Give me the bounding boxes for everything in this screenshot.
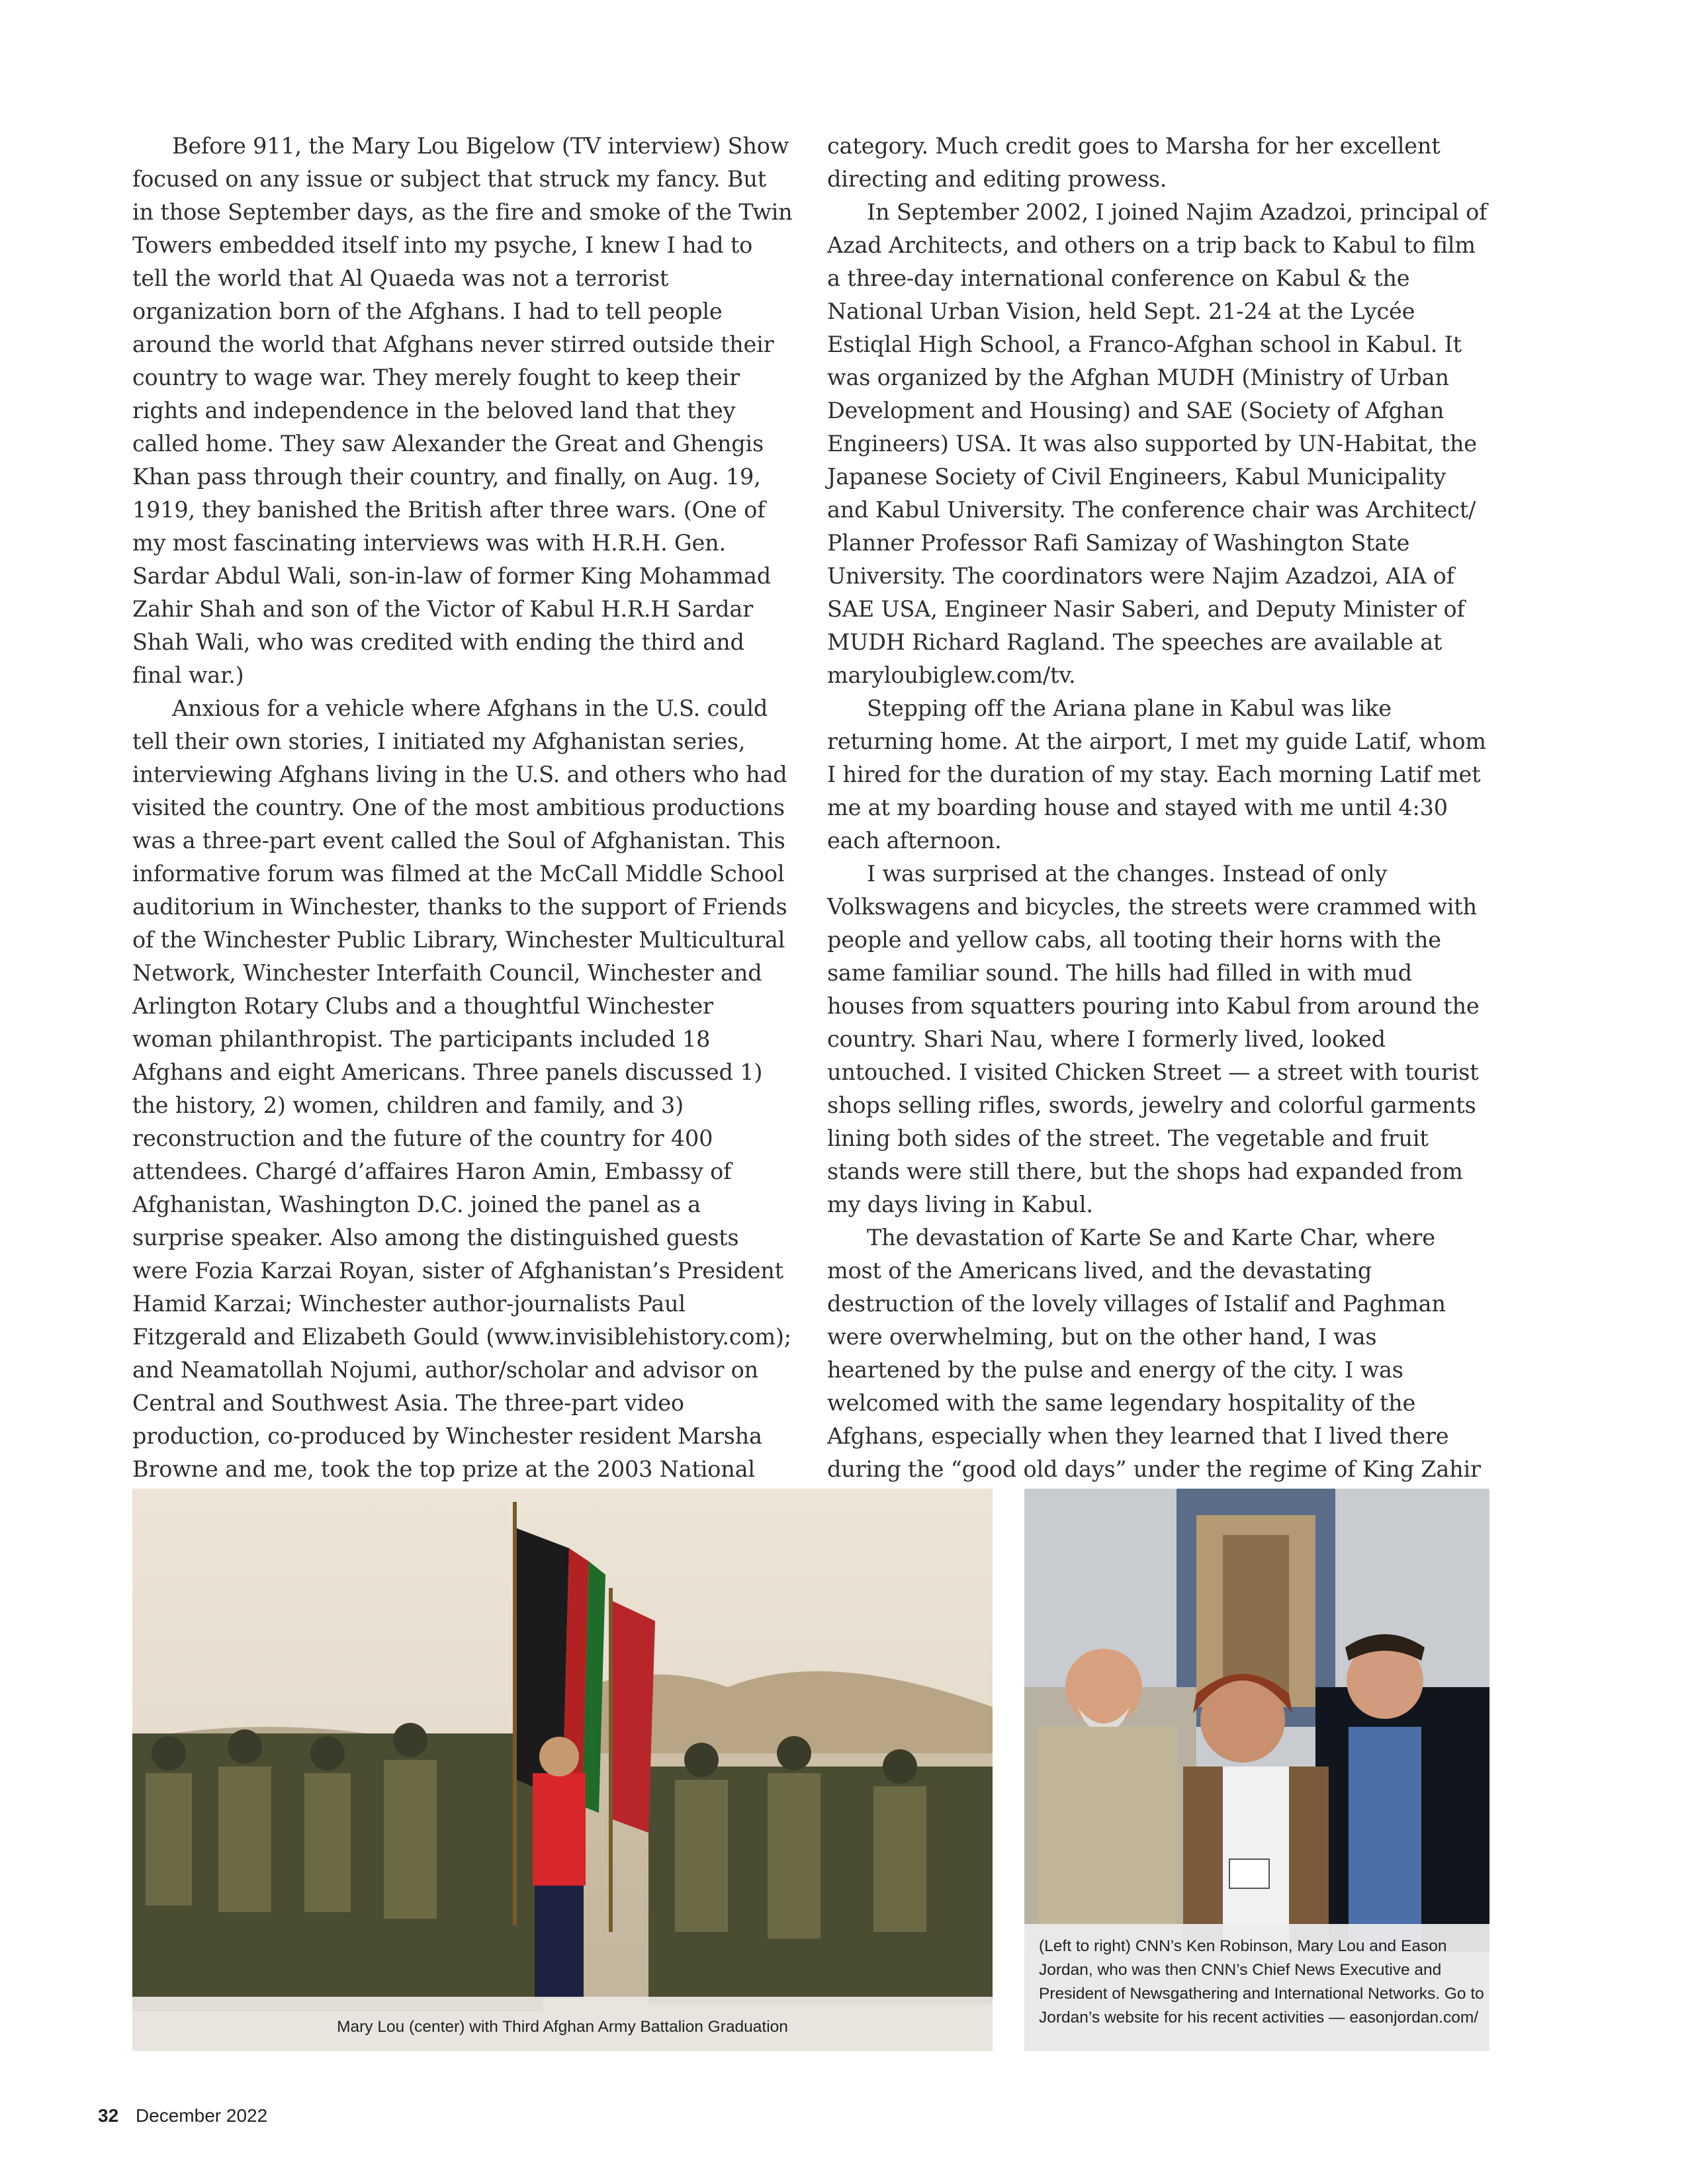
caption-line: Jordan’s website for his recent activities — easonjordan.com/	[1039, 2009, 1479, 2027]
page-footer	[98, 2105, 267, 2126]
article-paragraph: The devastation of Karte Se and Karte Char, where most of the Americans lived, and the devastating destruction of the lovely villages of Istalif and Paghman were overwhelming, but on the other hand, I was heartened by the pulse and energy of the city. I was welcomed with the same legendary hospitality of the Afghans, especially when they learned that I lived there during the “good old days” under the regime of King Zahir	[827, 1225, 1481, 1482]
article-paragraph: Stepping off the Ariana plane in Kabul was like returning home. At the airport, I met my guide Latif, whom I hired for the duration of my stay. Each morning Latif met me at my boarding house and stayed with me until 4:30 each afternoon.	[827, 695, 1486, 853]
issue-date: December 2022	[135, 2105, 268, 2126]
photo-cnn-group	[1024, 1489, 1489, 2051]
article-paragraph: I was surprised at the changes. Instead of only Volkswagens and bicycles, the streets were crammed with people and yellow cabs, all tooting their horns with the same familiar sound. The hills had filled in with mud houses from squatters pouring into Kabul from around the country. Shari Nau, where I formerly lived, looked untouched. I visited Chicken Street — a street with tourist shops selling rifles, swords, jewelry and colorful garments lining both sides of the street. The vegetable and fruit stands were still there, but the shops had expanded from my days living in Kabul.	[827, 861, 1480, 1217]
caption-line: (Left to right) CNN’s Ken Robinson, Mary Lou and Eason	[1039, 1937, 1447, 1955]
photo-army-graduation	[132, 1489, 993, 2051]
article-column-right	[827, 130, 1489, 1519]
caption-line: Jordan, who was then CNN’s Chief News Executive and	[1039, 1961, 1442, 1979]
article-paragraph-continuation: category. Much credit goes to Marsha for her excellent directing and editing prowess.	[827, 133, 1441, 192]
article-paragraph: Anxious for a vehicle where Afghans in the U.S. could tell their own stories, I initiated my Afghanistan series, interviewing Afghans living in the U.S. and others who had visited the country. One of the most ambitious productions was a three-part event called the Soul of Afghanistan. This informative forum was filmed at the McCall Middle School auditorium in Winchester, thanks to the support of Friends of the Winchester Public Library, Winchester Multicultural Network, Winchester Interfaith Council, Winchester and Arlington Rotary Clubs and a thoughtful Winchester woman philanthropist. The participants included 18 Afghans and eight Americans. Three panels discussed 1) the history, 2) women, children and family, and 3) reconstruction and the future of the country for 400 attendees. Chargé d’affaires Haron Amin, Embassy of Afghanistan, Washington D.C. joined the panel as a surprise speaker. Also among the distinguished guests were Fozia Karzai Royan, sister of Afghanistan’s President Hamid Karzai; Winchester author-journalists Paul Fitzgerald and Elizabeth Gould (www.invisiblehistory.com); and Neamatollah Nojumi, author/scholar and advisor on Central and Southwest Asia. The three-part video production, co-produced by Winchester resident Marsha Browne and me, took the top prize at the 2003 National	[132, 695, 791, 1482]
photo-caption	[1024, 1924, 1489, 2051]
article-paragraph: Before 911, the Mary Lou Bigelow (TV interview) Show focused on any issue or subject that struck my fancy. But in those September days, as the fire and smoke of the Twin Towers embedded itself into my psyche, I knew I had to tell the world that Al Quaeda was not a terrorist organization born of the Afghans. I had to tell people around the world that Afghans never stirred outside their country to wage war. They merely fought to keep their rights and independence in the beloved land that they called home. They saw Alexander the Great and Ghengis Khan pass through their country, and finally, on Aug. 19, 1919, they banished the British after three wars. (One of my most fascinating interviews was with H.R.H. Gen. Sardar Abdul Wali, son-in-law of former King Mohammad Zahir Shah and son of the Victor of Kabul H.R.H Sardar Shah Wali, who was credited with ending the third and final war.)	[132, 133, 793, 688]
article-column-left	[132, 130, 794, 1552]
army-graduation-illustration	[132, 1489, 993, 2051]
page-number: 32	[98, 2105, 119, 2126]
article-paragraph: In September 2002, I joined Najim Azadzoi, principal of Azad Architects, and others on a trip back to Kabul to film a three-day international conference on Kabul & the National Urban Vision, held Sept. 21-24 at the Lycée Estiqlal High School, a Franco-Afghan school in Kabul. It was organized by the Afghan MUDH (Ministry of Urban Development and Housing) and SAE (Society of Afghan Engineers) USA. It was also supported by UN-Habitat, the Japanese Society of Civil Engineers, Kabul Municipality and Kabul University. The conference chair was Architect/ Planner Professor Rafi Samizay of Washington State University. The coordinators were Najim Azadzoi, AIA of SAE USA, Engineer Nasir Saberi, and Deputy Minister of MUDH Richard Ragland. The speeches are available at maryloubiglew.com/tv.	[827, 199, 1488, 688]
photo-caption: Mary Lou (center) with Third Afghan Army Battalion Graduation	[132, 1997, 993, 2051]
caption-line: President of Newsgathering and International Networks. Go to	[1039, 1985, 1484, 2003]
